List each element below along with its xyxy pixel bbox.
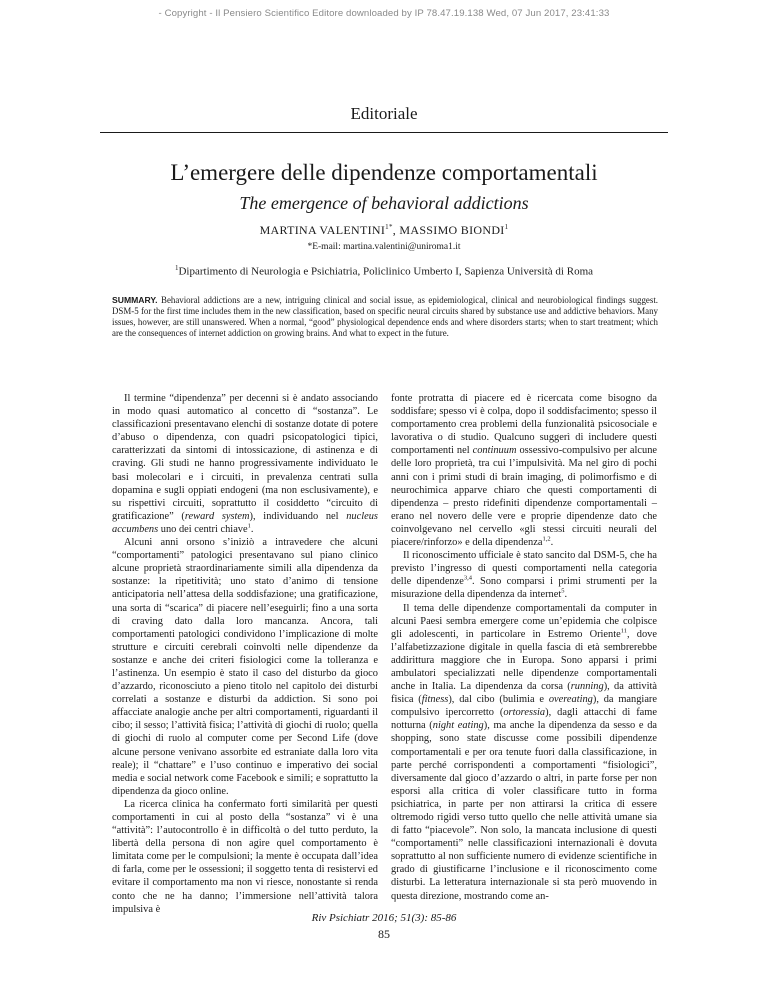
italic-term: night eating bbox=[432, 720, 484, 732]
author-affiliation-mark: 1* bbox=[385, 223, 393, 231]
abstract-text: Behavioral addictions are a new, intriguing clinical and social issue, as epidemiological, clinical and neurobiological findings suggest. DSM-5 for the first time includes them in the new classification, based on specific neural circuits shared by substance use and addictive behaviors. Many issues, however, are still unanswered. When a normal, “good” physiological dependence ends and where disorders starts; when to start treatment; which are the consequences of internet addiction on growing brains. And what to expect in the future. bbox=[112, 295, 658, 338]
paragraph bbox=[391, 549, 657, 601]
text-run: fonte protratta di piacere ed è ricercata come bisogno da soddisfare; spesso vi è colpa, dopo il soddisfacimento; spesso il comportamento crea problemi della funzionalità psicosociale e lavorativa o di studio. Qualcuno suggerì di includere questi comportamenti nel bbox=[391, 393, 657, 457]
affiliation-mark: 1 bbox=[174, 264, 179, 272]
author-affiliation-mark: 1 bbox=[504, 223, 509, 231]
paragraph: Alcuni anni orsono s’iniziò a intravedere che alcuni “comportamenti” patologici presentavano sul piano clinico alcune proprietà straordinariamente simili alla dipendenza da sostanze: la ripetitività; uno stato d’animo di tensione anticipatoria nell’attesa della soddisfazione; una gratificazione, una sorta di “scarica” di piacere nell’eseguirli; fino a una sorta di craving dato dalla loro mancanza. Ancora, tali comportamenti patologici condividono l’implicazione di molte strutture e circuiti cerebrali coinvolti nelle dipendenze da sostanze e anche dei criteri fisiologici come la tolleranza e l’astinenza. Un esempio è stato il caso del disturbo da gioco d’azzardo, riconosciuto a pieno titolo nel capitolo dei disturbi correlati a sostanze e disturbi da addiction. Si sono poi affacciate analogie anche per altri comportamenti, riguardanti il cibo; il sesso; l’attività fisica; l’attività di giochi di ruolo; quella di giochi di ruolo al computer come per Second Life (dove alcune persone venivano assorbite ed estraniate dalla loro vita reale); il “chattare” e l’uso continuo e imperativo dei social media e social network come Facebook e simili; e soprattutto la dipendenza da gioco online. bbox=[112, 537, 378, 797]
text-run: Il tema delle dipendenze comportamentali da computer in alcuni Paesi sembra emergere come un’epidemia che colpisce gli adolescenti, in particolare in Estremo Oriente bbox=[391, 602, 657, 640]
paragraph bbox=[391, 392, 657, 549]
affiliation bbox=[0, 264, 768, 278]
text-run: uno dei centri chiave bbox=[158, 523, 248, 535]
citation-mark: 11 bbox=[620, 627, 628, 635]
paragraph bbox=[391, 602, 657, 903]
paragraph bbox=[112, 392, 378, 536]
text-run: ), da mangiare compulsivo ipercorretto ( bbox=[391, 694, 658, 719]
body-column-right bbox=[391, 392, 657, 903]
citation-mark: 5 bbox=[561, 587, 565, 595]
citation-mark: 1 bbox=[247, 522, 251, 530]
text-run: ), ma anche la dipendenza da sesso e da shopping, sono state discusse come possibili dipendenze comportamentali e per ora tenute fuori dalla classificazione, in parte perché corrispondenti a comportamenti “fisiologici”, diversamente dal gioco d’azzardo o altri, in parte forse per non esporsi alla critica di voler classificare tutto in forma psichiatrica, in parte per non attirarsi la critica di essere oltremodo rigidi verso tutto quello che nelle attività umane sia di fatto “piacevole”. Non solo, la mancata inclusione di questi “comportamenti” nelle classificazioni internazionali è dovuta soprattutto al non sufficiente numero di evidenze scientifiche in grado di giustificarne l’inclusione e il riconoscimento come disturbi. La letteratura internazionale si sta però muovendo in questa direzione, mostrando come an- bbox=[391, 720, 657, 902]
text-run: . bbox=[550, 537, 554, 549]
text-run: . Sono comparsi i primi strumenti per la misurazione della dipendenza da internet bbox=[391, 576, 657, 601]
article-subtitle: The emergence of behavioral addictions bbox=[239, 193, 529, 213]
text-run: ), dal cibo (bulimia e bbox=[448, 694, 549, 706]
text-run: . bbox=[250, 523, 254, 535]
body-column-left bbox=[112, 392, 378, 916]
citation-mark: 3,4 bbox=[463, 574, 472, 582]
italic-term: continuum bbox=[472, 445, 517, 457]
article-title: L’emergere delle dipendenze comportamentali bbox=[170, 160, 598, 185]
copyright-notice: - Copyright - Il Pensiero Scientifico Editore downloaded by IP 78.47.19.138 Wed, 07 Jun 2017, 23:41:33 bbox=[158, 8, 610, 19]
abstract bbox=[112, 295, 658, 339]
citation-mark: 1,2 bbox=[542, 535, 551, 543]
section-divider bbox=[100, 132, 668, 133]
italic-term: fitness bbox=[421, 694, 449, 706]
author-name: MASSIMO BIONDI bbox=[399, 223, 505, 237]
journal-citation: Riv Psichiatr 2016; 51(3): 85-86 bbox=[311, 912, 457, 924]
text-run: , dove l’alfabetizzazione digitale in quella fascia di età sembrerebbe addirittura maggiore che in Europa. Sono apparsi i primi ambulatori specializzati nelle dipendenze comportamentali anche in Italia. La dipendenza da corsa ( bbox=[391, 628, 657, 693]
italic-term: overeating bbox=[548, 694, 593, 706]
italic-term: running bbox=[570, 681, 604, 693]
author-list bbox=[0, 223, 768, 238]
author-name: MARTINA VALENTINI bbox=[259, 223, 386, 237]
text-run: ), da attività fisica ( bbox=[391, 681, 657, 706]
affiliation-text: Dipartimento di Neurologia e Psichiatria, Policlinico Umberto I, Sapienza Università di Roma bbox=[178, 265, 594, 278]
text-run: ), individuando nel bbox=[249, 510, 347, 522]
text-run: ossessivo-compulsivo per alcune delle loro proprietà, tra cui l’impulsività. Ma nel giro di pochi anni con i primi studi di brain imaging, di polimorfismo e di neurochimica apparve chiaro che questi comportamenti di dipendenza – presto ridefiniti dipendenze comportamentali – erano nel novero delle vere e proprie dipendenze dato che coinvolgevano nel cervello «gli stessi circuiti neurali del piacere/rinforzo» e della dipendenza bbox=[391, 445, 657, 549]
paragraph: La ricerca clinica ha confermato forti similarità per questi comportamenti in cui al posto della “sostanza” vi è una “attività”: l’autocontrollo è in difficoltà o del tutto perduto, la libertà della persona di non agire quel comportamento è limitata come per le compulsioni; la mente è occupata dall’idea di farla, come per le ossessioni; il soggetto tenta di resistervi ed evitare il comportamento ma non vi riesce, nonostante si renda conto che ne ha danno; l’immersione nell’attività talora impulsiva è bbox=[112, 798, 378, 915]
author-separator: , bbox=[392, 223, 400, 237]
abstract-label: SUMMARY. bbox=[112, 295, 158, 305]
text-run: ), dagli attacchi di fame notturna ( bbox=[391, 707, 657, 732]
page-number: 85 bbox=[378, 927, 390, 941]
italic-term: ortoressia bbox=[503, 707, 546, 719]
italic-term: nucleus accumbens bbox=[112, 510, 378, 535]
text-run: Il riconoscimento ufficiale è stato sancito dal DSM-5, che ha previsto l’ingresso di questi comportamenti nella categoria delle dipendenze bbox=[391, 550, 657, 588]
italic-term: reward system bbox=[184, 510, 250, 522]
text-run: Il termine “dipendenza” per decenni si è andato associando in modo quasi automatico al concetto di “sostanza”. Le classificazioni presentavano elenchi di sostanze dotate di potere d’abuso o dipendenza, con quadri psicopatologici tipici, caratterizzati da sintomi di intossicazione, di astinenza e di craving. Gli studi ne hanno progressivamente individuato le basi molecolari e i circuiti, in prevalenza centrati sulla dopamina e sugli oppiati endogeni (ma non esclusivamente), e su rispettivi circuiti, soprattutto il cosiddetto “circuito di gratificazione” ( bbox=[112, 393, 378, 522]
text-run: . bbox=[564, 589, 568, 601]
section-label: Editoriale bbox=[350, 104, 418, 123]
corresponding-email: *E-mail: martina.valentini@uniroma1.it bbox=[307, 242, 461, 252]
